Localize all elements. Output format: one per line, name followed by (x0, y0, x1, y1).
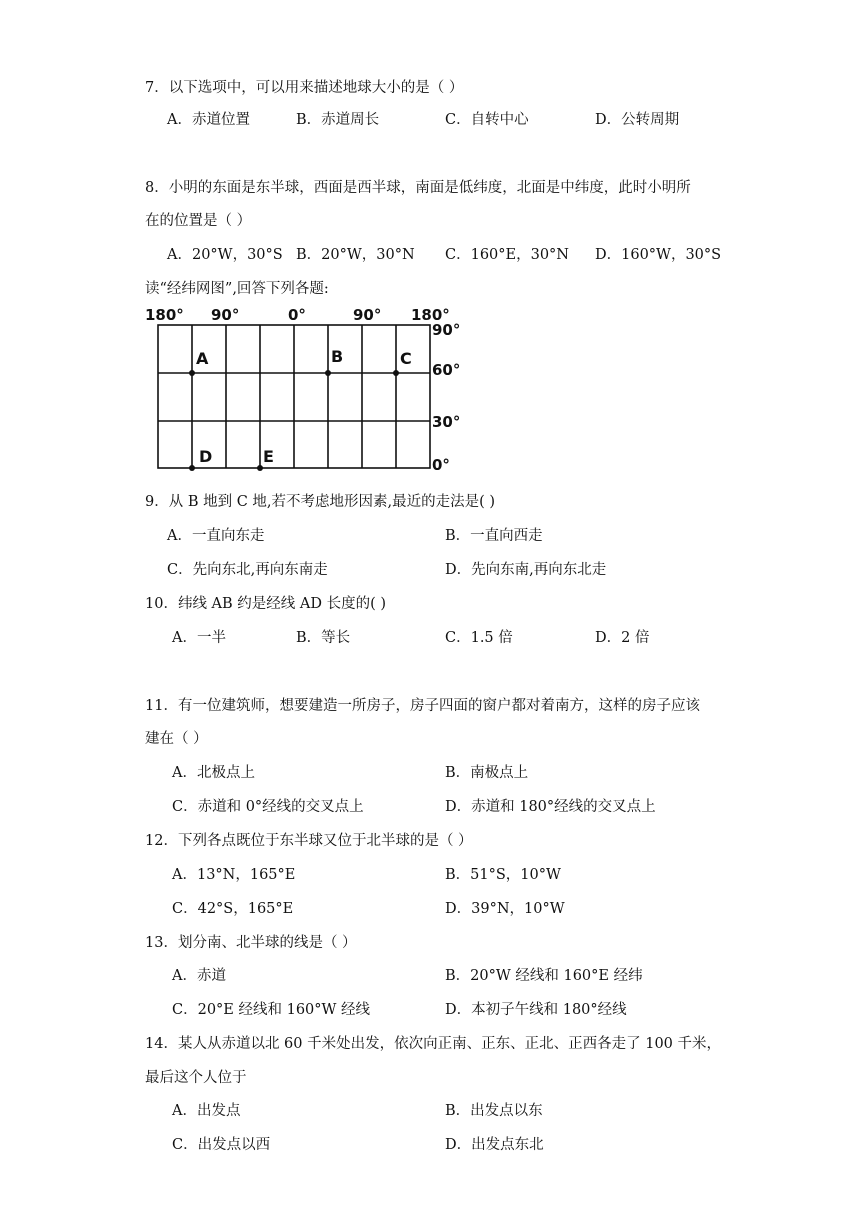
point-d-label: D (199, 447, 213, 466)
q12-option-a: A．13°N，165°E (172, 867, 296, 883)
q14-stem-line1: 14．某人从赤道以北 60 千米处出发，依次向正南、正东、正北、正西各走了 100 千米， (145, 1036, 722, 1052)
figure-intro: 读“经纬网图”,回答下列各题: (145, 281, 329, 297)
q13-stem: 13．划分南、北半球的线是（ ） (145, 935, 357, 951)
q8-option-b: B．20°W，30°N (296, 247, 415, 263)
q14-option-c: C．出发点以西 (172, 1137, 271, 1153)
q12-stem: 12．下列各点既位于东半球又位于北半球的是（ ） (145, 833, 473, 849)
point-e-label: E (263, 447, 274, 466)
q9-option-b: B．一直向西走 (445, 528, 543, 544)
point-d-dot (189, 465, 195, 471)
q13-option-a: A．赤道 (172, 968, 226, 984)
point-a-dot (189, 370, 195, 376)
point-a-label: A (196, 349, 209, 368)
q7-stem: 7．以下选项中，可以用来描述地球大小的是（ ） (145, 80, 464, 96)
q10-option-d: D．2 倍 (595, 630, 650, 646)
q14-option-a: A．出发点 (172, 1103, 241, 1119)
side-labels (432, 321, 460, 474)
q12-option-d: D．39°N，10°W (445, 901, 565, 917)
q11-option-b: B．南极点上 (445, 765, 529, 781)
q9-stem: 9．从 B 地到 C 地,若不考虑地形因素,最近的走法是( ) (145, 494, 496, 510)
q10-option-c: C．1.5 倍 (445, 630, 513, 646)
q12-option-c: C．42°S，165°E (172, 901, 294, 917)
q9-option-a: A．一直向东走 (167, 528, 265, 544)
q11-option-a: A．北极点上 (172, 765, 255, 781)
point-c-dot (393, 370, 399, 376)
side-label-0: 0° (432, 456, 450, 474)
q13-option-c: C．20°E 经线和 160°W 经线 (172, 1002, 371, 1018)
q8-option-d: D．160°W，30°S (595, 247, 722, 263)
side-label-90: 90° (432, 321, 461, 339)
q13-option-d: D．本初子午线和 180°经线 (445, 1002, 627, 1018)
q14-option-b: B．出发点以东 (445, 1103, 543, 1119)
graticule-figure (143, 304, 473, 474)
q12-option-b: B．51°S，10°W (445, 867, 561, 883)
top-label-0: 0° (288, 306, 306, 324)
q7-option-d: D．公转周期 (595, 112, 680, 128)
q11-option-d: D．赤道和 180°经线的交叉点上 (445, 799, 656, 815)
top-label-90w: 90° (211, 306, 240, 324)
side-label-60: 60° (432, 361, 461, 379)
q8-stem-line1: 8．小明的东面是东半球，西面是西半球，南面是低纬度，北面是中纬度，此时小明所 (145, 180, 691, 196)
q14-option-d: D．出发点东北 (445, 1137, 544, 1153)
top-label-90e: 90° (353, 306, 382, 324)
point-b-label: B (331, 347, 344, 366)
top-labels (145, 306, 450, 324)
q7-option-c: C．自转中心 (445, 112, 529, 128)
q10-stem: 10．纬线 AB 约是经线 AD 长度的( ) (145, 596, 387, 612)
q8-option-c: C．160°E，30°N (445, 247, 569, 263)
q13-option-b: B．20°W 经线和 160°E 经纬 (445, 968, 643, 984)
q11-option-c: C．赤道和 0°经线的交叉点上 (172, 799, 364, 815)
q11-stem-line1: 11．有一位建筑师，想要建造一所房子，房子四面的窗户都对着南方，这样的房子应该 (145, 698, 700, 714)
q9-option-c: C．先向东北,再向东南走 (167, 562, 328, 578)
point-b-dot (325, 370, 331, 376)
q8-option-a: A．20°W，30°S (167, 247, 283, 263)
q10-option-a: A．一半 (172, 630, 226, 646)
q11-stem-line2: 建在（ ） (145, 731, 208, 747)
q8-stem-line2: 在的位置是（ ） (145, 213, 252, 229)
top-label-180w: 180° (145, 306, 184, 324)
q7-option-b: B．赤道周长 (296, 112, 380, 128)
top-label-180e: 180° (411, 306, 450, 324)
point-c-label: C (400, 349, 412, 368)
q14-stem-line2: 最后这个人位于 (145, 1070, 247, 1086)
q7-option-a: A．赤道位置 (167, 112, 250, 128)
q10-option-b: B．等长 (296, 630, 351, 646)
point-labels (196, 347, 412, 466)
q9-option-d: D．先向东南,再向东北走 (445, 562, 607, 578)
side-label-30: 30° (432, 413, 461, 431)
